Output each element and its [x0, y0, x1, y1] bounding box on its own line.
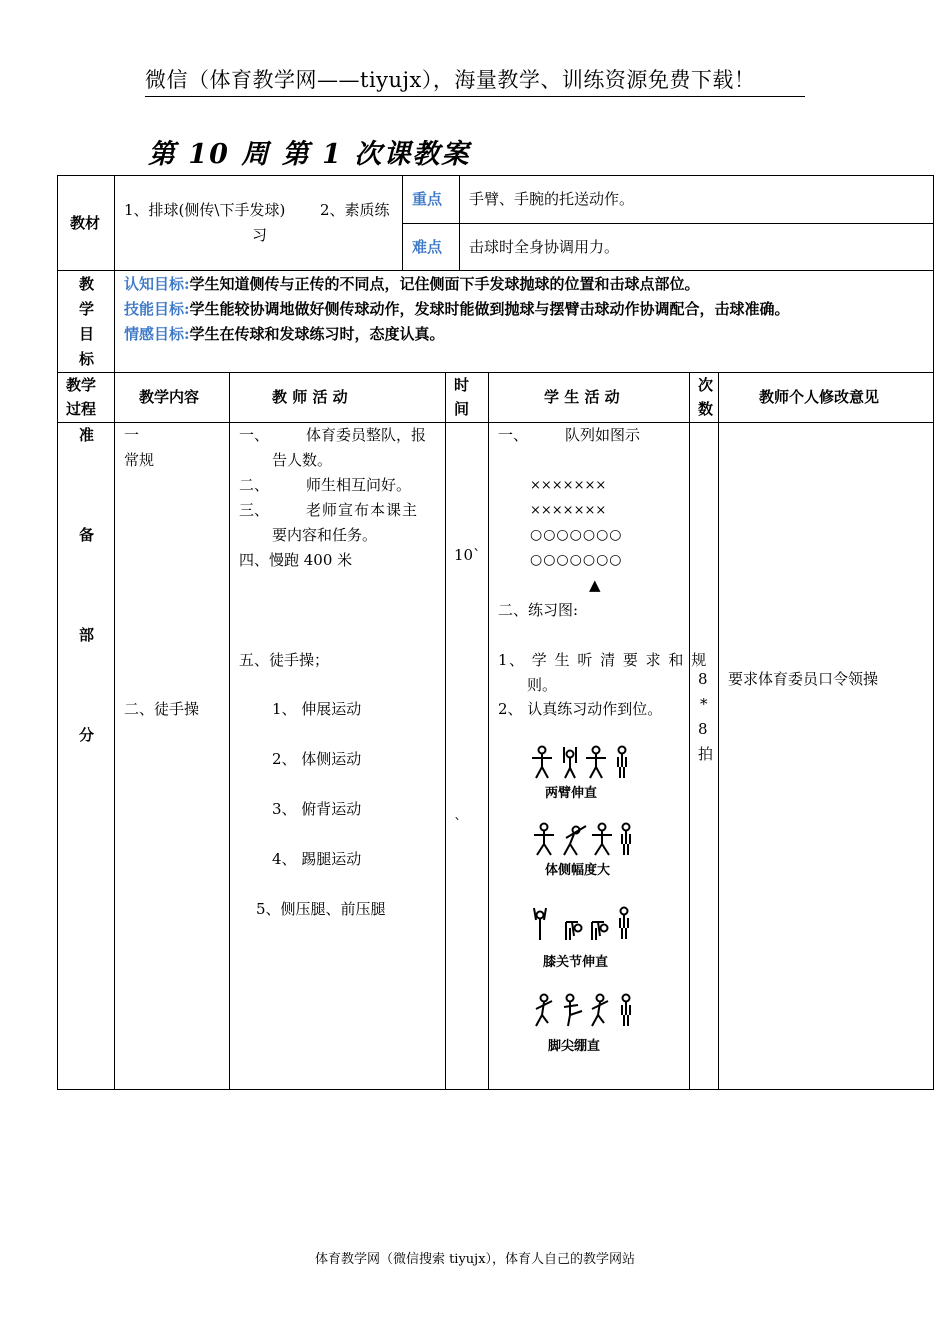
- materials-label: 教材: [70, 214, 101, 232]
- student-1: 队列如图示: [565, 426, 641, 444]
- figure-caption-2: 体侧幅度大: [545, 863, 611, 878]
- prep-label-4: 分: [79, 726, 95, 744]
- difficulty-label: 难点: [412, 238, 443, 256]
- header-student: 学 生 活 动: [544, 388, 620, 406]
- goal-skill-text: 学生能较协调地做好侧传球动作，发球时能做到抛球与摆臂击球动作协调配合，击球准确。: [189, 300, 790, 318]
- materials-content: 1、排球(侧传\下手发球): [124, 201, 286, 219]
- figure-caption-1: 两臂伸直: [545, 786, 598, 801]
- teacher-position-icon: ▲: [589, 576, 601, 594]
- goal-affective: [124, 322, 445, 347]
- exercise-3: 3、 俯背运动: [272, 800, 362, 818]
- goal-cognitive-label: 认知目标:: [124, 275, 190, 293]
- prep-label-1: 准: [79, 426, 95, 444]
- student-point-1a: 1、 学 生 听 清 要 求 和 规: [498, 651, 708, 669]
- materials-content-3: 习: [252, 226, 268, 244]
- content-routine-num: 一: [124, 426, 140, 444]
- teacher-1a: 体育委员整队，报: [306, 426, 427, 444]
- teacher-5: 五、徒手操；: [239, 651, 330, 669]
- student-2: 二、练习图:: [498, 601, 579, 619]
- teacher-3-num: 三、: [239, 501, 270, 519]
- teacher-notes: 要求体育委员口令领操: [728, 670, 879, 688]
- teacher-1b: 告人数。: [272, 451, 333, 469]
- goals-label-3: 目: [79, 325, 95, 343]
- difficulty-text: 击球时全身协调用力。: [469, 238, 620, 256]
- exercise-2: 2、 体侧运动: [272, 750, 362, 768]
- goals-label-4: 标: [79, 350, 95, 368]
- prep-row: [57, 422, 934, 1090]
- formation-row-2: ×××××××: [530, 503, 607, 518]
- time-mark: `: [454, 815, 462, 833]
- teacher-3b: 要内容和任务。: [272, 526, 378, 544]
- goal-skill: [124, 297, 790, 322]
- figure-side-bend: [530, 822, 634, 858]
- prep-label-3: 部: [79, 626, 95, 644]
- student-point-1b: 则。: [527, 676, 558, 694]
- goal-skill-label: 技能目标:: [124, 300, 190, 318]
- student-point-2: 2、 认真练习动作到位。: [498, 700, 663, 718]
- count-3: 8: [698, 720, 708, 738]
- content-exercise: 二、徒手操: [124, 700, 200, 718]
- goal-cognitive-text: 学生知道侧传与正传的不同点，记住侧面下手发球抛球的位置和击球点部位。: [189, 275, 700, 293]
- page-header: 微信（体育教学网——tiyujx），海量教学、训练资源免费下载！: [145, 64, 805, 97]
- teacher-2-num: 二、: [239, 476, 270, 494]
- formation-row-4: ○○○○○○○: [530, 552, 623, 568]
- prep-label-2: 备: [79, 526, 95, 544]
- header-process: 教学过程: [66, 376, 97, 418]
- goal-affective-label: 情感目标:: [124, 325, 190, 343]
- student-1-num: 一、: [498, 426, 529, 444]
- time-value: 10`: [454, 546, 481, 564]
- goals-label-2: 学: [79, 300, 95, 318]
- figure-knee-straight: [530, 906, 634, 942]
- figure-arms-straight: [528, 745, 632, 781]
- goal-affective-text: 学生在传球和发球练习时，态度认真。: [189, 325, 445, 343]
- key-point-text: 手臂、手腕的托送动作。: [469, 190, 635, 208]
- exercise-1: 1、 伸展运动: [272, 700, 362, 718]
- key-point-label: 重点: [412, 190, 443, 208]
- formation-row-1: ×××××××: [530, 478, 607, 493]
- exercise-4: 4、 踢腿运动: [272, 850, 362, 868]
- count-4: 拍: [698, 745, 714, 763]
- count-1: 8: [698, 670, 708, 688]
- exercise-5: 5、侧压腿、前压腿: [256, 900, 386, 918]
- materials-content-2: 2、素质练: [320, 201, 390, 219]
- header-count: 次数: [698, 376, 714, 418]
- teacher-1-num: 一、: [239, 426, 270, 444]
- header-content: 教学内容: [139, 388, 200, 406]
- page-title: 第 10 周 第 1 次课教案: [148, 139, 471, 170]
- goals-label-1: 教: [79, 275, 95, 293]
- figure-caption-4: 脚尖绷直: [548, 1039, 601, 1054]
- header-teacher: 教 师 活 动: [272, 388, 348, 406]
- teacher-2: 师生相互问好。: [306, 476, 412, 494]
- teacher-3a: 老师宣布本课主: [306, 501, 419, 519]
- formation-row-3: ○○○○○○○: [530, 527, 623, 543]
- header-notes: 教师个人修改意见: [759, 388, 880, 406]
- teacher-4: 四、慢跑 400 米: [239, 551, 353, 569]
- header-time: 时间: [454, 376, 470, 418]
- count-2: *: [700, 695, 708, 713]
- figure-pointed-toes: [530, 993, 634, 1029]
- content-routine: 常规: [124, 451, 155, 469]
- figure-caption-3: 膝关节伸直: [543, 955, 609, 970]
- goal-cognitive: [124, 272, 700, 297]
- page-footer: 体育教学网（微信搜索 tiyujx），体育人自己的教学网站: [314, 1252, 636, 1267]
